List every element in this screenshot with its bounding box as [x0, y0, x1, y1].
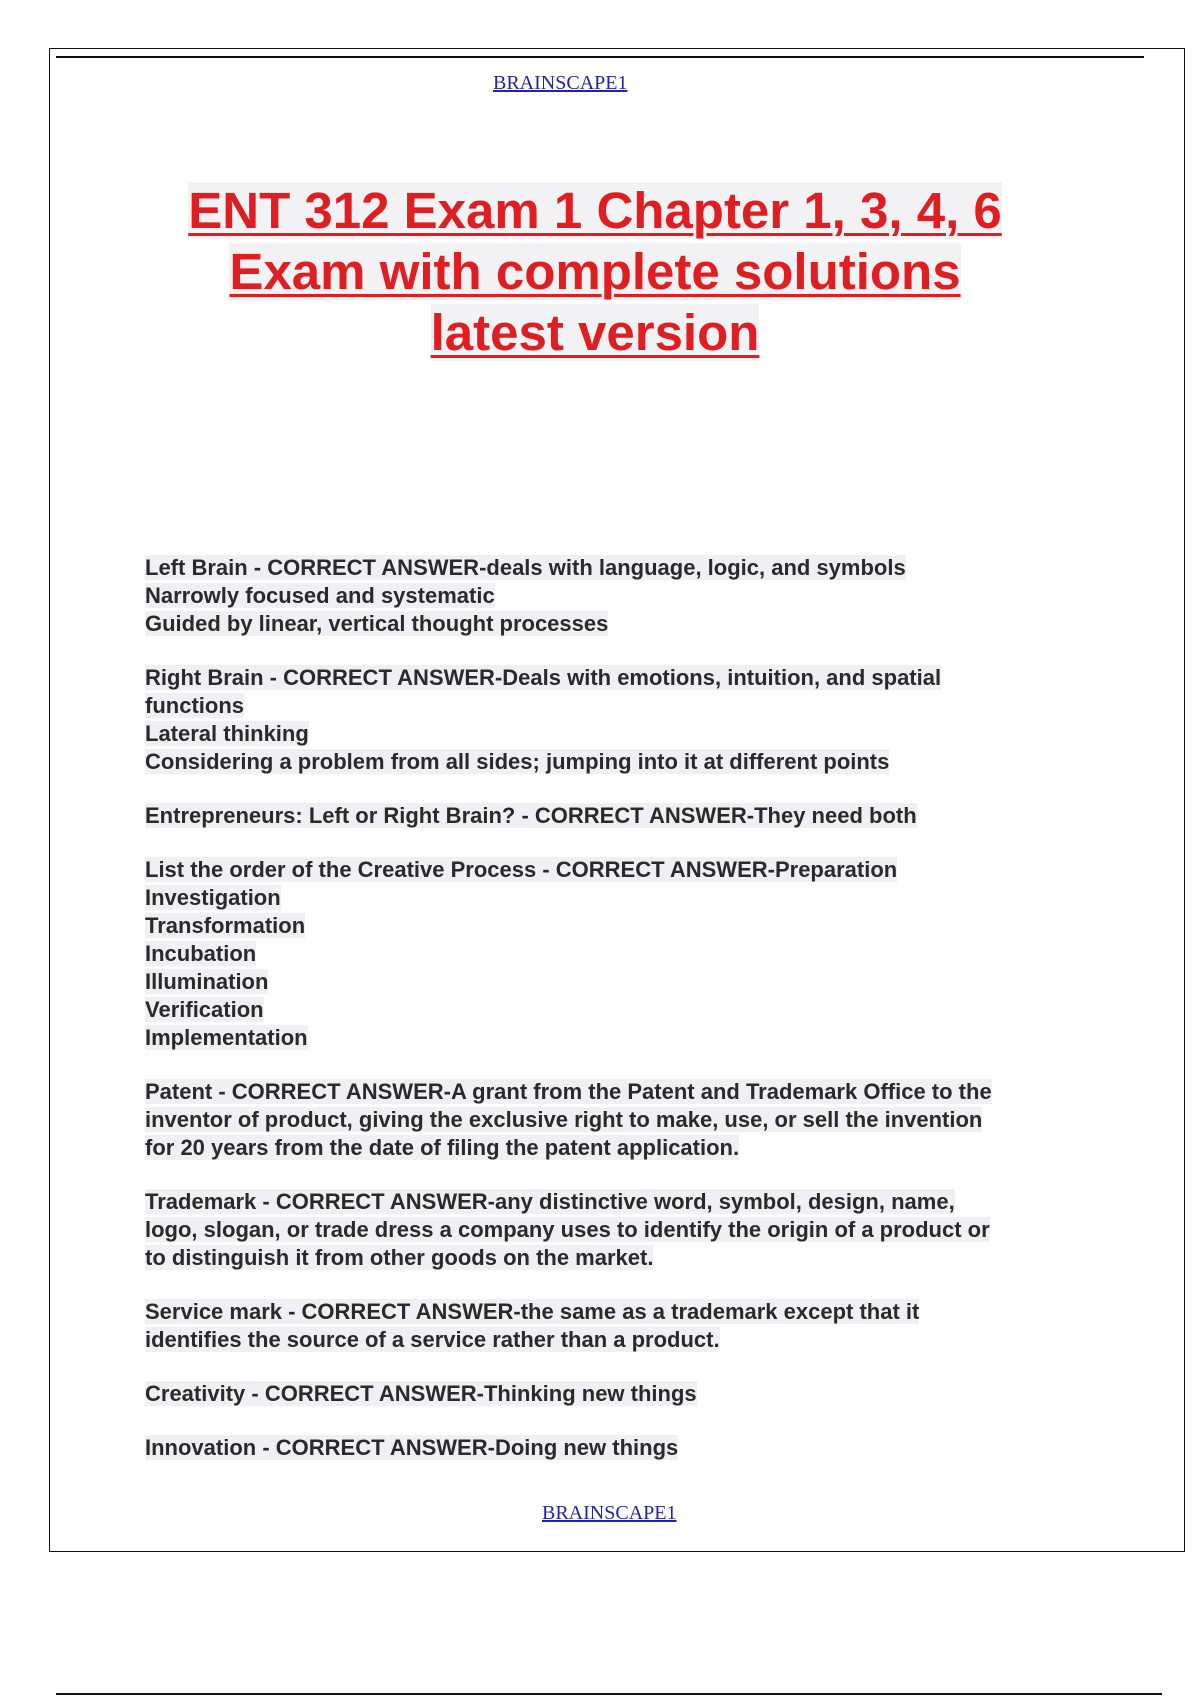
qa-answer-line: Investigation	[145, 885, 281, 910]
document-title	[160, 180, 1030, 363]
header-brand-link[interactable]: BRAINSCAPE1	[493, 72, 628, 94]
qa-question-line: Creativity - CORRECT ANSWER-Thinking new things	[145, 1381, 697, 1406]
qa-item	[145, 1380, 1095, 1408]
qa-question-line: Entrepreneurs: Left or Right Brain? - CORRECT ANSWER-They need both	[145, 803, 917, 828]
footer-brand-link[interactable]: BRAINSCAPE1	[542, 1502, 677, 1524]
title-line: latest version	[430, 304, 760, 361]
qa-item	[145, 802, 1095, 830]
qa-answer-line: Narrowly focused and systematic	[145, 583, 495, 608]
qa-item	[145, 1188, 1095, 1272]
qa-item	[145, 1434, 1095, 1462]
qa-question-line: Innovation - CORRECT ANSWER-Doing new things	[145, 1435, 679, 1460]
qa-answer-line: functions	[145, 693, 244, 718]
qa-answer-line: identifies the source of a service rather than a product.	[145, 1327, 720, 1352]
qa-question-line: List the order of the Creative Process - CORRECT ANSWER-Preparation	[145, 857, 898, 882]
top-rule	[56, 56, 1144, 58]
qa-item	[145, 664, 1095, 776]
title-line: ENT 312 Exam 1 Chapter 1, 3, 4, 6	[188, 182, 1002, 239]
qa-answer-line: Lateral thinking	[145, 721, 309, 746]
qa-answer-line: for 20 years from the date of filing the patent application.	[145, 1135, 740, 1160]
qa-answer-line: logo, slogan, or trade dress a company uses to identify the origin of a product or	[145, 1217, 990, 1242]
qa-question-line: Trademark - CORRECT ANSWER-any distinctive word, symbol, design, name,	[145, 1189, 955, 1214]
title-line: Exam with complete solutions	[229, 243, 961, 300]
qa-answer-line: Incubation	[145, 941, 257, 966]
qa-item	[145, 1298, 1095, 1354]
qa-answer-line: to distinguish it from other goods on the market.	[145, 1245, 654, 1270]
qa-question-line: Left Brain - CORRECT ANSWER-deals with language, logic, and symbols	[145, 555, 906, 580]
qa-answer-line: Guided by linear, vertical thought processes	[145, 611, 609, 636]
qa-answer-line: inventor of product, giving the exclusive right to make, use, or sell the invention	[145, 1107, 983, 1132]
qa-question-line: Right Brain - CORRECT ANSWER-Deals with emotions, intuition, and spatial	[145, 665, 942, 690]
qa-answer-line: Illumination	[145, 969, 269, 994]
qa-answer-line: Transformation	[145, 913, 306, 938]
qa-question-line: Service mark - CORRECT ANSWER-the same as a trademark except that it	[145, 1299, 920, 1324]
qa-item	[145, 554, 1095, 638]
qa-answer-line: Verification	[145, 997, 264, 1022]
qa-list	[145, 554, 1095, 1488]
bottom-rule	[56, 1693, 1162, 1695]
qa-answer-line: Considering a problem from all sides; jumping into it at different points	[145, 749, 890, 774]
qa-question-line: Patent - CORRECT ANSWER-A grant from the Patent and Trademark Office to the	[145, 1079, 992, 1104]
qa-item	[145, 1078, 1095, 1162]
qa-answer-line: Implementation	[145, 1025, 308, 1050]
qa-item	[145, 856, 1095, 1052]
